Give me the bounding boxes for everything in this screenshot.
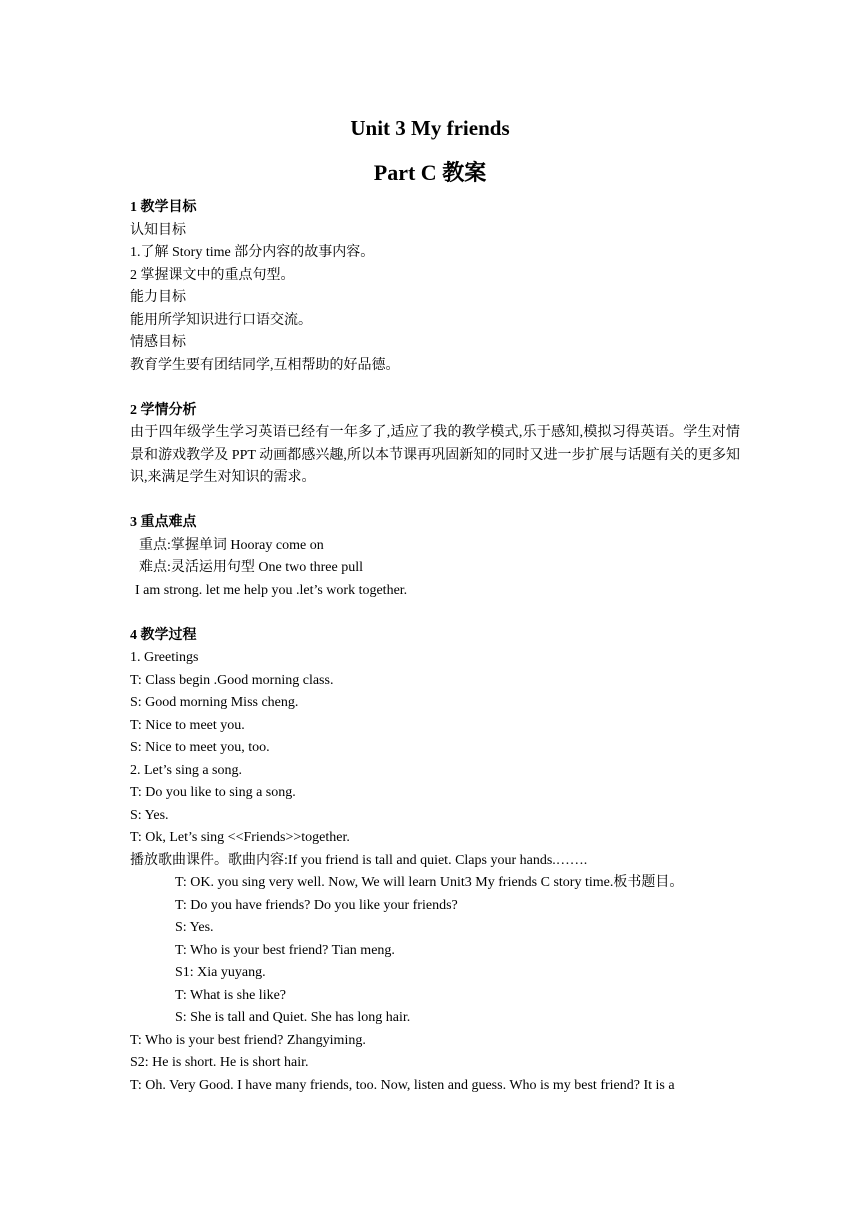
dialogue-line: T: Who is your best friend? Tian meng.: [175, 942, 395, 958]
key-point-line: 重点:掌握单词 Hooray come on: [139, 537, 324, 553]
dialogue-line: T: Do you have friends? Do you like your friends?: [175, 897, 458, 913]
text-line: 能力目标: [130, 290, 186, 305]
spacer: [130, 490, 740, 513]
dialogue-line: T: Ok, Let’s sing <<Friends>>together.: [130, 830, 350, 845]
dialogue-line: S: Good morning Miss cheng.: [130, 695, 299, 710]
difficulty-line: 难点:灵活运用句型 One two three pull: [139, 560, 363, 575]
dialogue-line: 1. Greetings: [130, 650, 199, 665]
section-heading-key-points: 3 重点难点: [130, 515, 197, 530]
dialogue-line: S: Yes.: [175, 920, 214, 935]
section-heading-analysis: 2 学情分析: [130, 402, 197, 418]
dialogue-line: S: Yes.: [130, 807, 169, 823]
spacer: [130, 602, 740, 625]
document-title: Unit 3 My friends: [350, 116, 510, 140]
difficulty-sentences: I am strong. let me help you .let’s work together.: [135, 582, 408, 598]
text-line: 2 掌握课文中的重点句型。: [130, 267, 295, 283]
dialogue-line: T: Who is your best friend? Zhangyiming.: [130, 1032, 366, 1048]
spacer: [130, 377, 740, 400]
dialogue-line: 播放歌曲课件。歌曲内容:If you friend is tall and quiet. Claps your hands.…….: [130, 852, 588, 868]
document-body: [130, 197, 740, 1097]
dialogue-line: S: Nice to meet you, too.: [130, 740, 270, 755]
dialogue-line: T: Do you like to sing a song.: [130, 785, 296, 800]
analysis-paragraph: 由于四年级学生学习英语已经有一年多了,适应了我的教学模式,乐于感知,模拟习得英语。学生对情景和游戏教学及 PPT 动画都感兴趣,所以本节课再巩固新知的同时又进一步扩展与话题有关的更多知识,来满足学生对知识的需求。: [130, 425, 740, 485]
dialogue-line: T: Nice to meet you.: [130, 717, 245, 733]
section-heading-process: 4 教学过程: [130, 627, 197, 643]
dialogue-line: 2. Let’s sing a song.: [130, 762, 242, 778]
document-subtitle: Part C 教案: [373, 160, 487, 185]
dialogue-line: T: What is she like?: [175, 987, 287, 1003]
text-line: 认知目标: [130, 222, 186, 238]
dialogue-line: S: She is tall and Quiet. She has long hair.: [175, 1010, 411, 1025]
dialogue-line: T: Class begin .Good morning class.: [130, 672, 334, 688]
text-line: 情感目标: [130, 335, 186, 350]
dialogue-line: S2: He is short. He is short hair.: [130, 1055, 309, 1070]
section-heading-objectives: 1 教学目标: [130, 200, 197, 215]
dialogue-line: T: OK. you sing very well. Now, We will learn Unit3 My friends C story time.板书题目。: [175, 875, 684, 890]
text-line: 教育学生要有团结同学,互相帮助的好品德。: [130, 357, 400, 373]
dialogue-line: S1: Xia yuyang.: [175, 965, 266, 980]
text-line: 能用所学知识进行口语交流。: [130, 312, 312, 328]
text-line: 1.了解 Story time 部分内容的故事内容。: [130, 245, 375, 260]
dialogue-line: T: Oh. Very Good. I have many friends, too. Now, listen and guess. Who is my best friend? It is a: [130, 1077, 675, 1093]
